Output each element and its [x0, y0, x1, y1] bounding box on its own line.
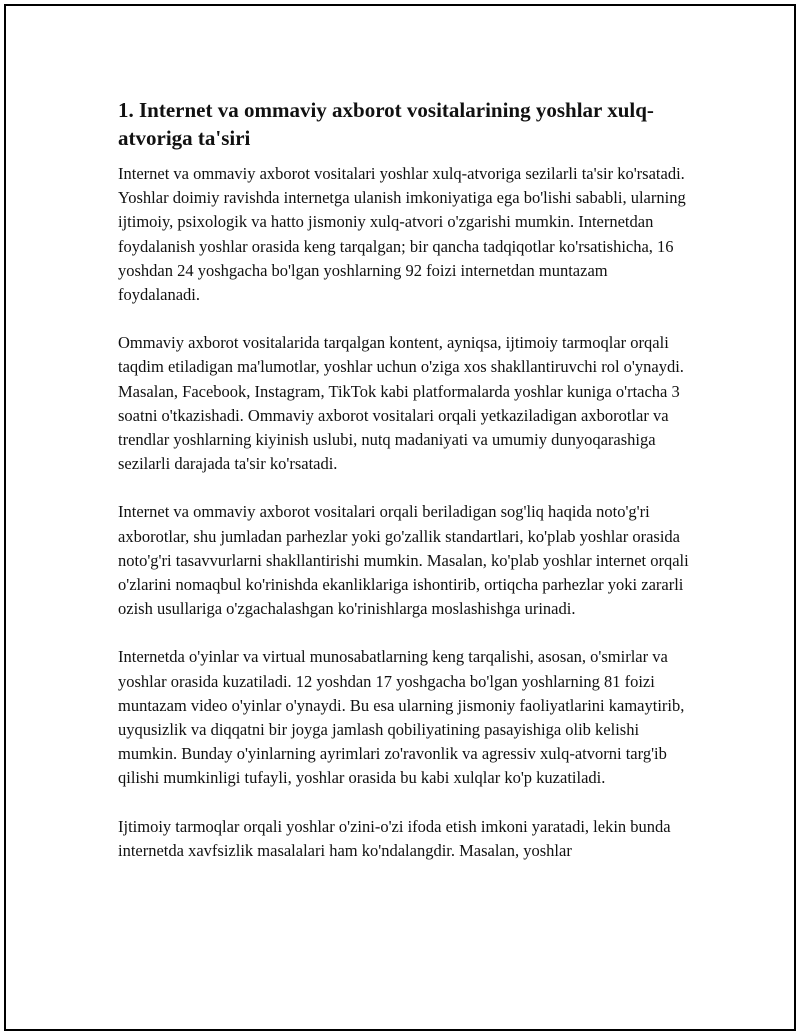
paragraph: Internet va ommaviy axborot vositalari yoshlar xulq-atvoriga sezilarli ta'sir ko'rsatadi. Yoshlar doimiy ravishda internetga ulanish imkoniyatiga ega bo'lishi sababli, ularning ijtimoiy, psixologik va hatto jismoniy xulq-atvori o'zgarishi mumkin. Internetdan foydalanish yoshlar orasida keng tarqalgan; bir qancha tadqiqotlar ko'rsatishicha, 16 yoshdan 24 yoshgacha bo'lgan yoshlarning 92 foizi internetdan muntazam foydalanadi. — [118, 164, 686, 305]
paragraph: Internetda o'yinlar va virtual munosabatlarning keng tarqalishi, asosan, o'smirlar va yoshlar orasida kuzatiladi. 12 yoshdan 17 yoshgacha bo'lgan yoshlarning 81 foizi muntazam video o'yinlar o'ynaydi. Bu esa ularning jismoniy faoliyatlarini kamaytirib, uyqusizlik va diqqatni bir joyga jamlash qobiliyatining pasayishiga olib kelishi mumkin. Bunday o'yinlarning ayrimlari zo'ravonlik va agressiv xulq-atvorni targ'ib qilishi mumkinligi tufayli, yoshlar orasida bu kabi xulqlar ko'p kuzatiladi. — [118, 647, 685, 788]
paragraph: Ijtimoiy tarmoqlar orqali yoshlar o'zini-o'zi ifoda etish imkoni yaratadi, lekin bunda internetda xavfsizlik masalalari ham ko'ndalangdir. Masalan, yoshlar — [118, 816, 671, 860]
paragraph: Ommaviy axborot vositalarida tarqalgan kontent, ayniqsa, ijtimoiy tarmoqlar orqali taqdim etiladigan ma'lumotlar, yoshlar uchun o'ziga xos shakllantiruvchi rol o'ynaydi. Masalan, Facebook, Instagram, TikTok kabi platformalarda yoshlar kuniga o'rtacha 3 soatni o'tkazishadi. Ommaviy axborot vositalari orqali yetkaziladigan axborotlar va trendlar yoshlarning kiyinish uslubi, nutq madaniyati va umumiy dunyoqarashiga sezilarli darajada ta'sir ko'rsatadi. — [118, 333, 684, 474]
paragraph: Internet va ommaviy axborot vositalari orqali beriladigan sog'liq haqida noto'g'ri axborotlar, shu jumladan parhezlar yoki go'zallik standartlari, ko'plab yoshlar orasida noto'g'ri tasavvurlarni shakllantirishi mumkin. Masalan, ko'plab yoshlar internet orqali o'zlarini nomaqbul ko'rinishda ekanliklariga ishontirib, ortiqcha parhezlar yoki zararli ozish usullariga o'zgachalashgan ko'rinishlarga moslashishga urinadi. — [118, 502, 689, 619]
section-heading: 1. Internet va ommaviy axborot vositalarining yoshlar xulq-atvoriga ta'siri — [118, 98, 654, 150]
document-page — [4, 4, 796, 1031]
document-body — [118, 96, 693, 887]
